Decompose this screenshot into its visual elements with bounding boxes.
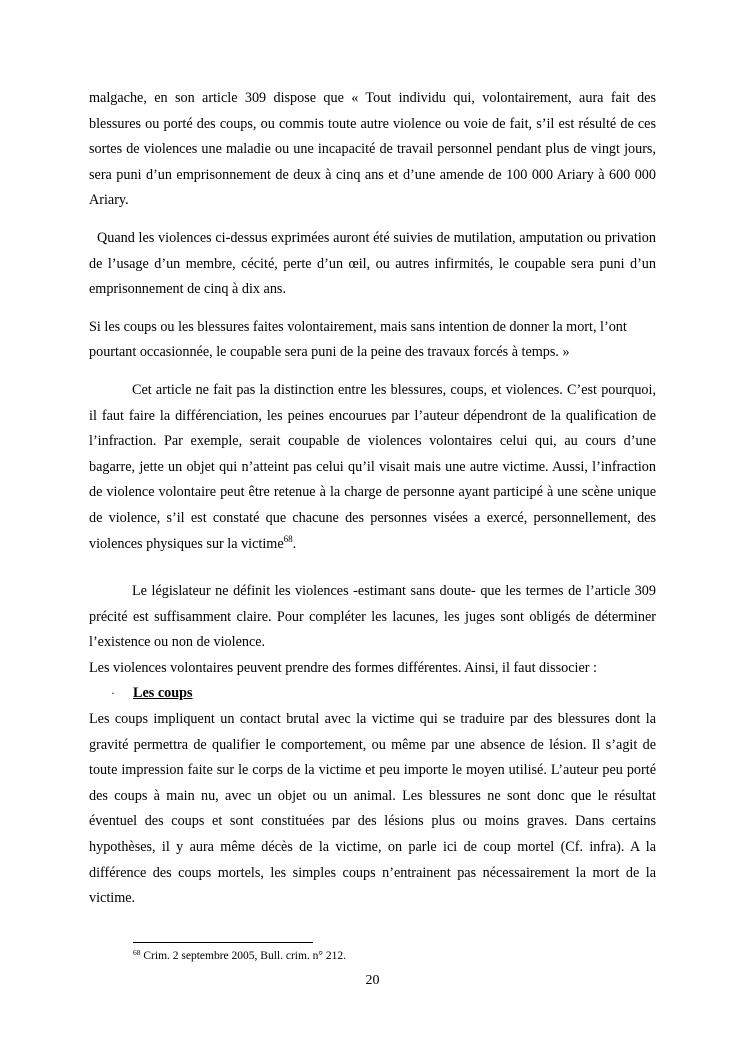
footnote-text: Crim. 2 septembre 2005, Bull. crim. n° 212. [140,950,347,962]
paragraph-distinction [89,378,656,557]
paragraph-distinction-end: . [292,535,297,552]
page-body [89,86,656,912]
paragraph-article-309: malgache, en son article 309 dispose que « Tout individu qui, volontairement, aura fait des blessures ou porté des coups, ou commis toute autre violence ou voie de fait, s’il est résulté de ces sortes de violences une maladie ou une incapacité de travail personnel pendant plus de vingt jours, sera puni d’un emprisonnement de deux à cinq ans et d’une amende de 100 000 Ariary à 600 000 Ariary. [89,90,656,209]
footnote-divider [133,942,313,943]
paragraph-travaux-forces: Si les coups ou les blessures faites volontairement, mais sans intention de donner la mort, l’ont pourtant occasionnée, le coupable sera puni de la peine des travaux forcés à temps. » [89,318,627,361]
paragraph-legislateur: Le législateur ne définit les violences -estimant sans doute- que les termes de l’article 309 précité est suffisamment claire. Pour compléter les lacunes, les juges sont obligés de déterminer l’existence ou non de violence. [89,583,656,651]
section-heading: Les coups [133,685,193,702]
paragraph-formes: Les violences volontaires peuvent prendre des formes différentes. Ainsi, il faut dissocier : [89,659,597,676]
bullet-item-les-coups [89,681,656,707]
paragraph-mutilation: Quand les violences ci-dessus exprimées auront été suivies de mutilation, amputation ou privation de l’usage d’un membre, cécité, perte d’un œil, ou autres infirmités, le coupable sera puni d’un emprisonnement de cinq à dix ans. [89,229,656,298]
paragraph-coups: Les coups impliquent un contact brutal avec la victime qui se traduire par des blessures dont la gravité permettra de qualifier le comportement, ou même par une absence de lésion. Il s’agit de toute impression faite sur le corps de la victime et peu importe le moyen utilisé. L’auteur peu porté des coups à main nu, avec un objet ou un animal. Les blessures ne sont donc que le résultat éventuel des coups et sont constituées par des lésions plus ou moins graves. Dans certains hypothèses, il y aura même décès de la victime, on parle ici de coup mortel (Cf. infra). A la différence des coups mortels, les simples coups n’entrainent pas nécessairement la mort de la victime. [89,711,656,907]
footnote-reference: 68 [283,533,293,544]
page-number: 20 [365,973,380,988]
bullet-marker-icon: · [111,686,115,701]
footnote-number: 68 [133,948,141,957]
footnote [133,949,346,963]
paragraph-distinction-text: Cet article ne fait pas la distinction entre les blessures, coups, et violences. C’est pourquoi, il faut faire la différenciation, les peines encourues par l’auteur dépendront de la qualification de l’infraction. Par exemple, serait coupable de violences volontaires celui qui, au cours d’une bagarre, jette un objet qui n’atteint pas celui qu’il visait mais une autre victime. Aussi, l’infraction de violence volontaire peut être retenue à la charge de personne ayant participé à une scène unique de violence, s’il est constaté que chacune des personnes visées a exercé, personnellement, des violences physiques sur la victime [89,381,656,552]
